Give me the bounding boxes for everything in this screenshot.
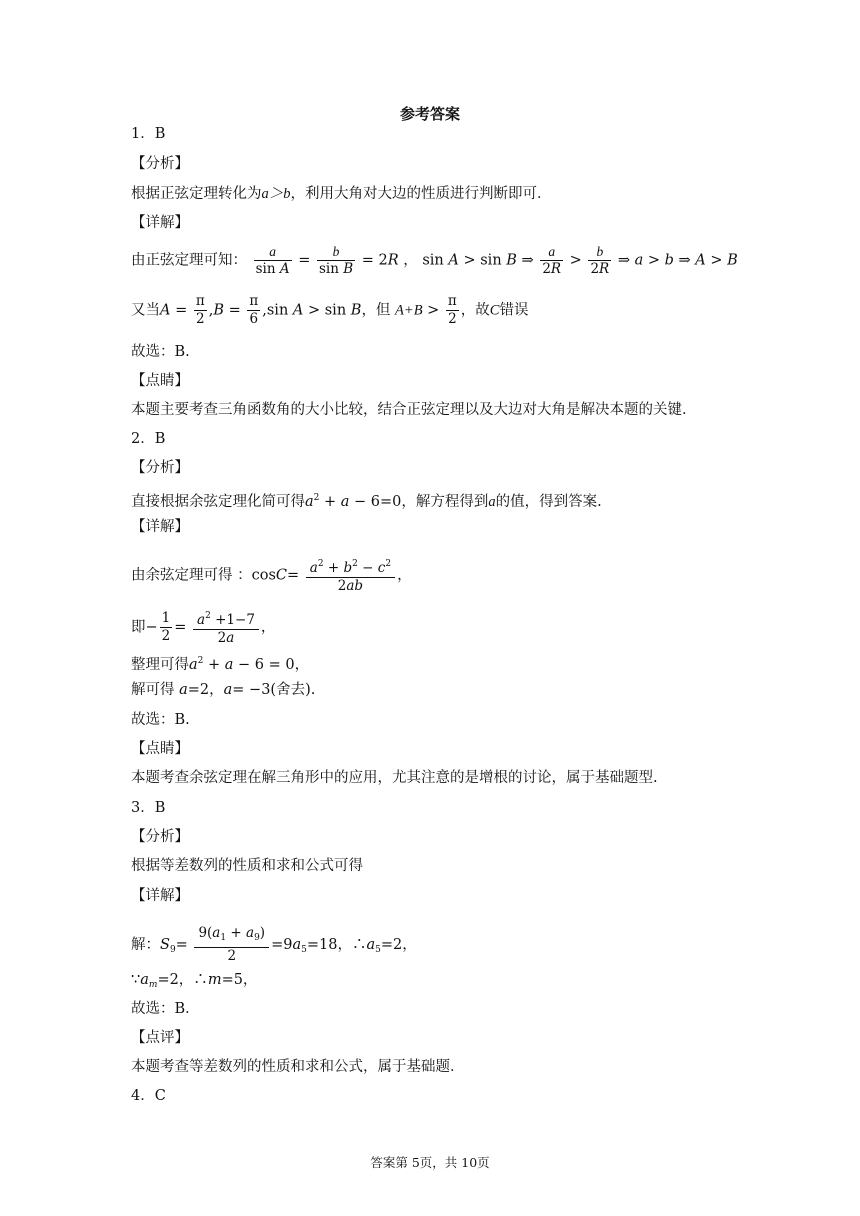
fraction: $\frac{a^2 +1-7}{2a}$ — [193, 608, 259, 647]
q2-detail-formula-4: 解可得 a=2，a= −3(舍去). — [131, 682, 316, 698]
fraction: $\frac{9(a_1 + a_9)}{2}$ — [194, 925, 269, 965]
page-footer: 答案第 5页，共 10页 — [370, 1155, 490, 1170]
q3-analysis-tag: 【分析】 — [131, 829, 189, 845]
fraction: $\frac{1}{2}$ — [161, 610, 171, 644]
q1-comment-tag: 【点睛】 — [131, 373, 189, 389]
fraction: $\frac{a}{2R}$ — [542, 244, 562, 277]
q2-analysis-tag: 【分析】 — [131, 460, 189, 476]
q2-detail-tag: 【详解】 — [131, 519, 189, 535]
q2-analysis: 直接根据余弦定理化简可得$a^2 + a - 6=0$，解方程得到a的值，得到答案. — [131, 493, 602, 510]
q1-analysis-tag: 【分析】 — [131, 156, 189, 172]
q3-detail-formula-2: $\because a_m=2$，∴m=5， — [131, 972, 258, 990]
q2-choice: 故选：B. — [131, 712, 190, 728]
q1-choice: 故选：B. — [131, 344, 190, 360]
q4-number: 4．C — [131, 1088, 166, 1104]
q3-choice: 故选：B． — [131, 1001, 200, 1017]
q1-detail-tag: 【详解】 — [131, 215, 189, 231]
fraction: $\frac{\pi}{2}$ — [447, 293, 457, 327]
fraction: $\frac{\pi}{6}$ — [249, 293, 259, 327]
fraction: $\frac{\pi}{2}$ — [195, 293, 205, 327]
q2-detail-formula-1: 由余弦定理可得 ：cosC= $\frac{a^2 + b^2 - c^2}{2ab}$ ， — [131, 556, 412, 595]
page-title: 参考答案 — [399, 105, 460, 123]
q1-comment: 本题主要考查三角函数角的大小比较，结合正弦定理以及大边对大角是解决本题的关键． — [131, 402, 697, 418]
q2-comment: 本题考查余弦定理在解三角形中的应用，尤其注意的是增根的讨论，属于基础题型. — [131, 770, 658, 786]
fraction: $\frac{a^2 + b^2 - c^2}{2ab}$ — [306, 556, 395, 595]
q1-detail-formula-1: 由正弦定理可知： $\frac{a}{\text{sin A}}$ = $\frac{b}{\text{sin B}}$ = 2R ， sin A > sin B ⇒ $\frac{a}{2R}$ > $\frac{b}{2R}$ ⇒ a > b ⇒ A > B — [131, 244, 738, 277]
fraction: $\frac{a}{\text{sin A}}$ — [255, 244, 290, 277]
fraction: $\frac{b}{\text{sin B}}$ — [318, 244, 354, 277]
q3-comment: 本题考查等差数列的性质和求和公式，属于基础题． — [131, 1059, 465, 1075]
q3-comment-tag: 【点评】 — [131, 1030, 189, 1046]
q3-number: 3．B — [131, 800, 166, 816]
q1-number: 1．B — [131, 126, 166, 142]
q1-detail-formula-2: 又当A = $\frac{\pi}{2}$ ,B = $\frac{\pi}{6}$ ,sin A > sin B，但 A+B > $\frac{\pi}{2}$ ，故C错误 — [131, 293, 529, 327]
q3-detail-tag: 【详解】 — [131, 888, 189, 904]
q2-number: 2．B — [131, 431, 166, 447]
q2-detail-formula-3: 整理可得$a^2 + a - 6 = 0$， — [131, 656, 310, 673]
q3-analysis: 根据等差数列的性质和求和公式可得 — [131, 858, 363, 874]
q2-detail-formula-2: 即− $\frac{1}{2}$ = $\frac{a^2 +1-7}{2a}$ ， — [131, 610, 276, 646]
q3-detail-formula-1: 解：$S_9=$ $\frac{9(a_1 + a_9)}{2}$ $=9a_5=18$，$\therefore a_5=2$， — [131, 925, 417, 964]
q1-analysis: 根据正弦定理转化为a＞b，利用大角对大边的性质进行判断即可． — [131, 186, 552, 202]
q2-comment-tag: 【点睛】 — [131, 741, 189, 757]
fraction: $\frac{b}{2R}$ — [590, 244, 610, 277]
